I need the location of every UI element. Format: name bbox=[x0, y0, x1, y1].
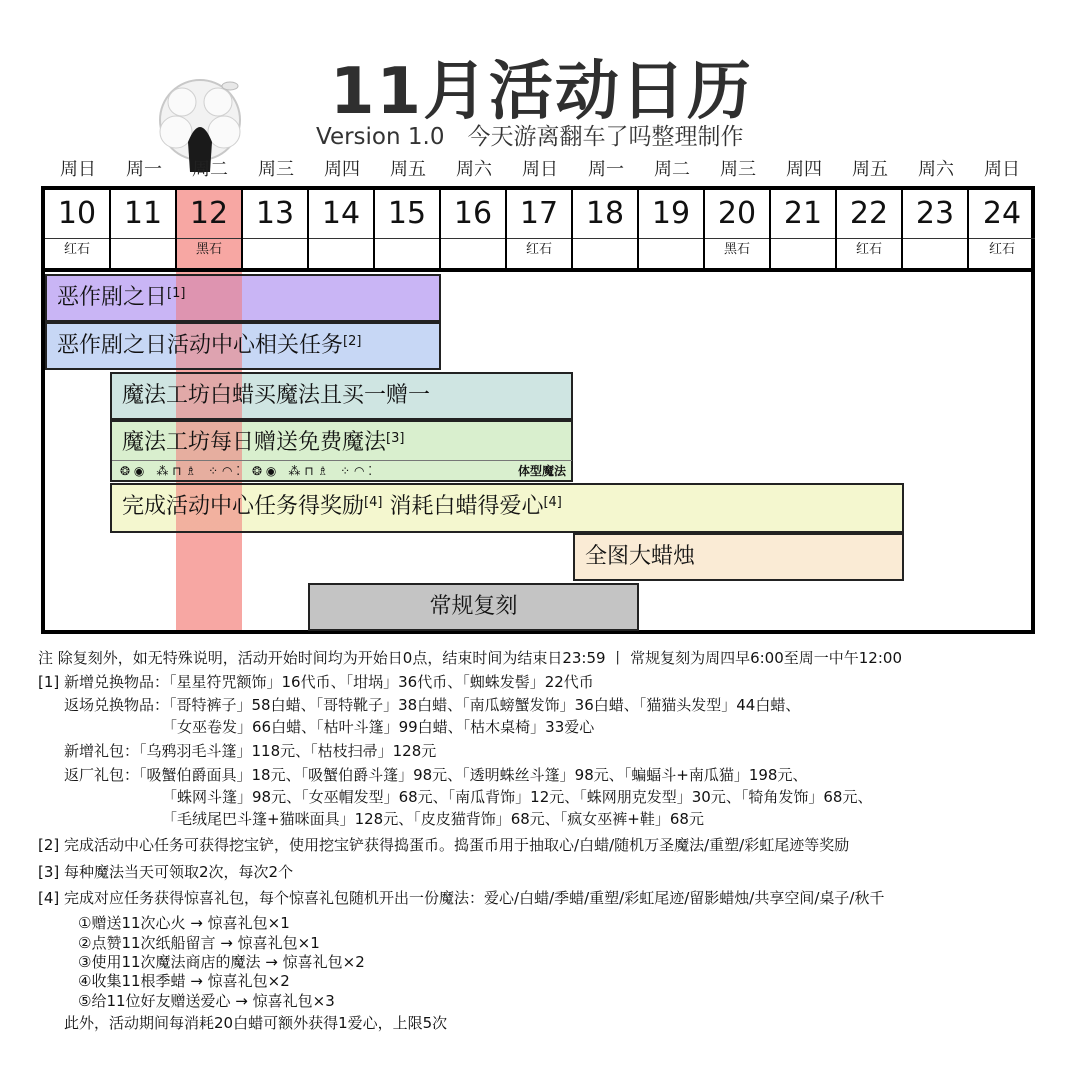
date-cell bbox=[309, 190, 375, 270]
weekday-label: 周一 bbox=[126, 159, 162, 180]
event-ref-2: [4] bbox=[543, 495, 562, 510]
note-4: [4] 完成对应任务获得惊喜礼包，每个惊喜礼包随机开出一份魔法：爱心/白蜡/季蜡/重塑/彩虹尾迹/留影蜡烛/共享空间/桌子/秋千 bbox=[38, 889, 885, 907]
date-tag bbox=[903, 238, 967, 261]
magic-icons-row bbox=[112, 460, 572, 480]
event-bar-prank-tasks bbox=[45, 322, 441, 370]
note-1-line: 「毛绒尾巴斗篷+猫咪面具」128元、「皮皮猫背饰」68元、「疯女巫裤+鞋」68元 bbox=[162, 810, 704, 828]
date-cell bbox=[705, 190, 771, 270]
weekday-label: 周三 bbox=[720, 159, 756, 180]
note-1: [1] 新增兑换物品：「星星符咒额饰」16代币、「坩埚」36代币、「蜘蛛发髻」22代币 bbox=[38, 673, 594, 691]
event-label: 恶作剧之日 bbox=[57, 285, 168, 310]
body-magic-label: 体型魔法 bbox=[517, 464, 566, 478]
header-divider bbox=[45, 268, 1031, 272]
date-number: 23 bbox=[915, 196, 955, 231]
date-tag: 红石 bbox=[507, 238, 571, 261]
event-ref: [4] bbox=[364, 495, 383, 510]
date-cell bbox=[639, 190, 705, 270]
event-label-2: 消耗白蜡得爱心 bbox=[389, 494, 544, 519]
date-number: 24 bbox=[982, 196, 1022, 231]
note-4-extra: 此外，活动期间每消耗20白蜡可额外获得1爱心，上限5次 bbox=[64, 1014, 448, 1032]
date-cell bbox=[969, 190, 1035, 270]
date-number: 21 bbox=[783, 196, 823, 231]
weekday-label: 周二 bbox=[654, 159, 690, 180]
event-ref: [2] bbox=[343, 334, 362, 349]
date-cell bbox=[507, 190, 573, 270]
note-1-line: 返厂礼包：「吸蟹伯爵面具」18元、「吸蟹伯爵斗篷」98元、「透明蛛丝斗篷」98元、「蝙蝠斗+南瓜猫」198元、 bbox=[64, 766, 808, 784]
date-number: 15 bbox=[387, 196, 427, 231]
magic-icons: ❂ ◉ ⁂ ⊓ ♗ ⁘ ◠ ⁚ ❂ ◉ ⁂ ⊓ ♗ ⁘ ◠ ⁚ bbox=[120, 464, 373, 478]
event-label: 常规复刻 bbox=[429, 594, 518, 619]
note-4-item: ①赠送11次心火 → 惊喜礼包×1 bbox=[78, 914, 290, 932]
event-label: 全图大蜡烛 bbox=[585, 544, 696, 569]
weekday-label: 周六 bbox=[456, 159, 492, 180]
weekday-label: 周三 bbox=[258, 159, 294, 180]
weekday-label: 周四 bbox=[786, 159, 822, 180]
date-tag bbox=[111, 238, 175, 261]
date-number: 12 bbox=[189, 196, 229, 231]
note-4-item: ③使用11次魔法商店的魔法 → 惊喜礼包×2 bbox=[78, 953, 365, 971]
event-bar-prank-day bbox=[45, 274, 441, 322]
date-tag: 红石 bbox=[837, 238, 901, 261]
note-1-line: 「蛛网斗篷」98元、「女巫帽发型」68元、「南瓜背饰」12元、「蛛网朋克发型」30元、「犄角发饰」68元、 bbox=[162, 788, 873, 806]
note-3: [3] 每种魔法当天可领取2次，每次2个 bbox=[38, 863, 294, 881]
weekday-label: 周五 bbox=[390, 159, 426, 180]
weekday-label: 周日 bbox=[522, 159, 558, 180]
date-tag bbox=[243, 238, 307, 261]
note-1-line: 新增礼包：「乌鸦羽毛斗篷」118元、「枯枝扫帚」128元 bbox=[64, 742, 437, 760]
date-cell bbox=[441, 190, 507, 270]
date-tag bbox=[639, 238, 703, 261]
date-number: 20 bbox=[717, 196, 757, 231]
event-label: 恶作剧之日活动中心相关任务 bbox=[57, 333, 344, 358]
note-1-line: 返场兑换物品：「哥特裤子」58白蜡、「哥特靴子」38白蜡、「南瓜螃蟹发饰」36白蜡、「猫猫头发型」44白蜡、 bbox=[64, 696, 801, 714]
weekday-label: 周日 bbox=[984, 159, 1020, 180]
note-4-item: ②点赞11次纸船留言 → 惊喜礼包×1 bbox=[78, 934, 320, 952]
weekday-label: 周二 bbox=[192, 159, 228, 180]
date-cell bbox=[573, 190, 639, 270]
weekday-label: 周日 bbox=[60, 159, 96, 180]
date-tag bbox=[441, 238, 505, 261]
note-2: [2] 完成活动中心任务可获得挖宝铲，使用挖宝铲获得捣蛋币。捣蛋币用于抽取心/白蜡/随机万圣魔法/重塑/彩虹尾迹等奖励 bbox=[38, 836, 850, 854]
date-number: 17 bbox=[519, 196, 559, 231]
date-number: 10 bbox=[57, 196, 97, 231]
note-1-line: 「女巫卷发」66白蜡、「枯叶斗篷」99白蜡、「枯木桌椅」33爱心 bbox=[162, 718, 595, 736]
date-tag bbox=[771, 238, 835, 261]
date-number: 14 bbox=[321, 196, 361, 231]
date-cell bbox=[771, 190, 837, 270]
date-number: 16 bbox=[453, 196, 493, 231]
note-4-item: ⑤给11位好友赠送爱心 → 惊喜礼包×3 bbox=[78, 992, 335, 1010]
date-number: 19 bbox=[651, 196, 691, 231]
subtitle: Version 1.0 今天游离翻车了吗整理制作 bbox=[316, 124, 744, 150]
event-bar-magic-bogo bbox=[110, 372, 573, 420]
date-number: 18 bbox=[585, 196, 625, 231]
date-tag bbox=[573, 238, 637, 261]
event-label: 魔法工坊每日赠送免费魔法 bbox=[122, 430, 387, 455]
date-tag bbox=[309, 238, 373, 261]
date-number: 11 bbox=[123, 196, 163, 231]
weekday-label: 周四 bbox=[324, 159, 360, 180]
event-bar-rewards bbox=[110, 483, 904, 533]
date-cell bbox=[111, 190, 177, 270]
note-4-item: ④收集11根季蜡 → 惊喜礼包×2 bbox=[78, 972, 290, 990]
weekday-label: 周一 bbox=[588, 159, 624, 180]
date-tag: 红石 bbox=[45, 238, 109, 261]
date-tag bbox=[375, 238, 439, 261]
event-ref: [1] bbox=[167, 286, 186, 301]
event-bar-rerun bbox=[308, 583, 639, 631]
date-number: 22 bbox=[849, 196, 889, 231]
date-tag: 红石 bbox=[969, 238, 1035, 261]
event-bar-big-candle bbox=[573, 533, 904, 581]
page-title: 11月活动日历 bbox=[330, 55, 754, 129]
date-number: 13 bbox=[255, 196, 295, 231]
date-cell bbox=[45, 190, 111, 270]
event-ref: [3] bbox=[386, 431, 405, 446]
date-cell bbox=[243, 190, 309, 270]
event-label: 魔法工坊白蜡买魔法且买一赠一 bbox=[122, 383, 431, 408]
weekday-label: 周六 bbox=[918, 159, 954, 180]
date-cell bbox=[837, 190, 903, 270]
date-cell bbox=[903, 190, 969, 270]
date-cell bbox=[177, 190, 243, 270]
date-cell bbox=[375, 190, 441, 270]
note-general: 注 除复刻外，如无特殊说明，活动开始时间均为开始日0点，结束时间为结束日23:59 丨 常规复刻为周四早6:00至周一中午12:00 bbox=[38, 649, 902, 667]
event-label: 完成活动中心任务得奖励 bbox=[122, 494, 365, 519]
date-tag: 黑石 bbox=[705, 238, 769, 261]
date-tag: 黑石 bbox=[177, 238, 241, 261]
weekday-label: 周五 bbox=[852, 159, 888, 180]
